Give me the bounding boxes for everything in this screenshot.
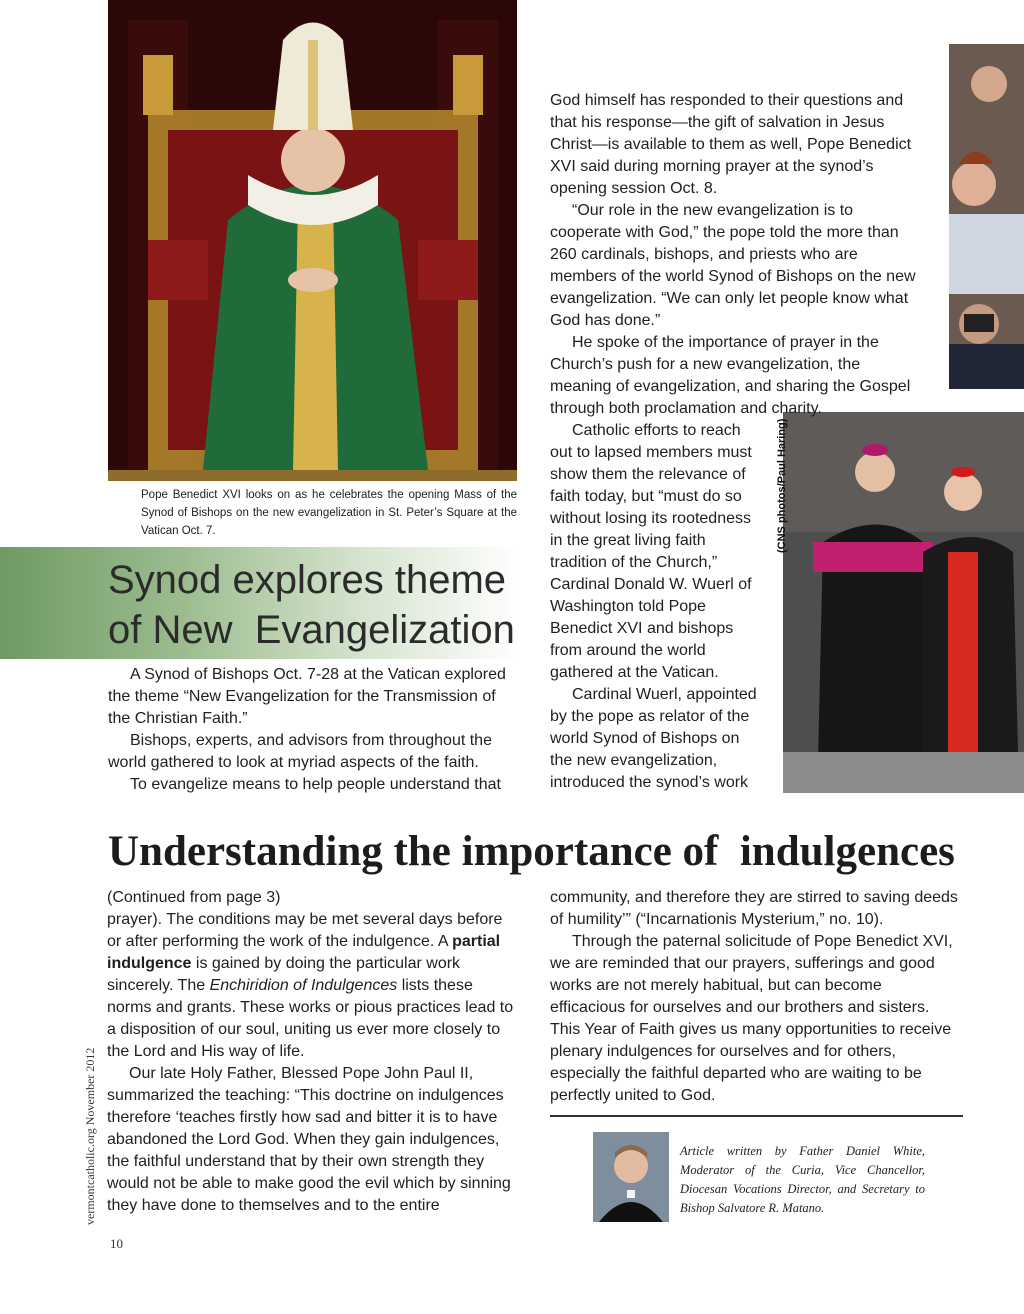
synod-headline-line1: Synod explores theme (108, 558, 507, 602)
indulgences-paragraph (107, 909, 521, 1063)
indulgences-paragraph: Our late Holy Father, Blessed Pope John Paul II, summarized the teaching: “This doctrine on indulgences therefore ‘teaches firstly how sad and bitter it is to have abandoned the Lord God. When they gain indulgences, the faithful understand that by their own strength they would not be able to make good the evil which by sinning they have done to themselves and to the entire (107, 1065, 511, 1214)
indulgences-paragraph: Through the paternal solicitude of Pope Benedict XVI, we are reminded that our prayers, sufferings and good works are not merely habitual, but can become efficacious for ourselves and our brothers and sisters. This Year of Faith gives us many opportunities to receive plenary indulgences for ourselves and for others, especially the faithful departed who are waiting to be perfectly united to God. (550, 933, 953, 1104)
text-run: is gained by doing the particular work sincerely. The (107, 955, 461, 994)
photo-credit: (CNS photos/Paul Haring) (776, 418, 788, 553)
page-number: 10 (110, 1236, 123, 1251)
synod-headline-line2: of New Evangelization (108, 608, 515, 652)
synod-headline (108, 555, 528, 655)
synod-article-column-1 (108, 664, 518, 796)
continued-note: (Continued from page 3) (107, 889, 281, 906)
synod-paragraph: Catholic efforts to reach out to lapsed members must show them the relevance of faith today, but “must do so without losing its rootedness in the great living faith tradition of the Church,” Cardinal Donald W. Wuerl of Washington told Pope Benedict XVI and bishops from around the world gathered at the Vatican. (550, 422, 752, 681)
term-partial-indulgence: partial indulgence (107, 933, 501, 972)
indulgences-headline: Understanding the importance of indulgences (108, 828, 955, 875)
text-run: lists these norms and grants. These works or pious practices lead to a disposition of our soul, uniting us ever more closely to the Lord and His way of life. (107, 977, 514, 1060)
synod-paragraph: Cardinal Wuerl, appointed by the pope as relator of the world Synod of Bishops on the new evangelization, introduced the synod’s work (550, 686, 757, 791)
crowd-photo-illustration (949, 44, 1024, 389)
pope-photo-caption: Pope Benedict XVI looks on as he celebrates the opening Mass of the Synod of Bishops on the new evangelization in St. Peter’s Square at the Vatican Oct. 7. (141, 489, 517, 537)
author-photo (593, 1132, 669, 1222)
indulgences-paragraph: community, and therefore they are stirred to saving deeds of humility’” (“Incarnationis Mysterium,” no. 10). (550, 889, 958, 928)
pope-photo-illustration (108, 0, 517, 481)
author-photo-illustration (593, 1132, 669, 1222)
synod-paragraph: Bishops, experts, and advisors from throughout the world gathered to look at myriad aspects of the faith. (108, 732, 492, 771)
book-title: Enchiridion of Indulgences (209, 977, 398, 994)
divider-rule (550, 1115, 963, 1117)
synod-article-column-2 (550, 90, 922, 794)
indulgences-article-column-2 (550, 887, 960, 1107)
indulgences-article-column-1 (107, 887, 521, 1217)
pope-photo (108, 0, 517, 481)
text-run: prayer). The conditions may be met several days before or after performing the work of the indulgence. A (107, 911, 503, 950)
author-note: Article written by Father Daniel White, Moderator of the Curia, Vice Chancellor, Diocesan Vocations Director, and Secretary to Bishop Salvatore R. Matano. (680, 1144, 925, 1215)
synod-paragraph: “Our role in the new evangelization is to cooperate with God,” the pope told the more than 260 cardinals, bishops, and priests who are members of the world Synod of Bishops on the new evangelization. “We can only let people know what God has done.” (550, 202, 916, 329)
side-footer: vermontcatholic.org November 2012 (83, 1047, 97, 1225)
crowd-photo (949, 44, 1024, 389)
synod-paragraph: To evangelize means to help people understand that (130, 776, 501, 793)
synod-paragraph: A Synod of Bishops Oct. 7-28 at the Vatican explored the theme “New Evangelization for the Transmission of the Christian Faith.” (108, 666, 506, 727)
synod-paragraph: He spoke of the importance of prayer in the Church’s push for a new evangelization, the meaning of evangelization, and sharing the Gospel through both proclamation and charity. (550, 334, 911, 417)
synod-paragraph: God himself has responded to their questions and that his response—the gift of salvation in Jesus Christ—is available to them as well, Pope Benedict XVI said during morning prayer at the synod’s opening session Oct. 8. (550, 92, 912, 197)
